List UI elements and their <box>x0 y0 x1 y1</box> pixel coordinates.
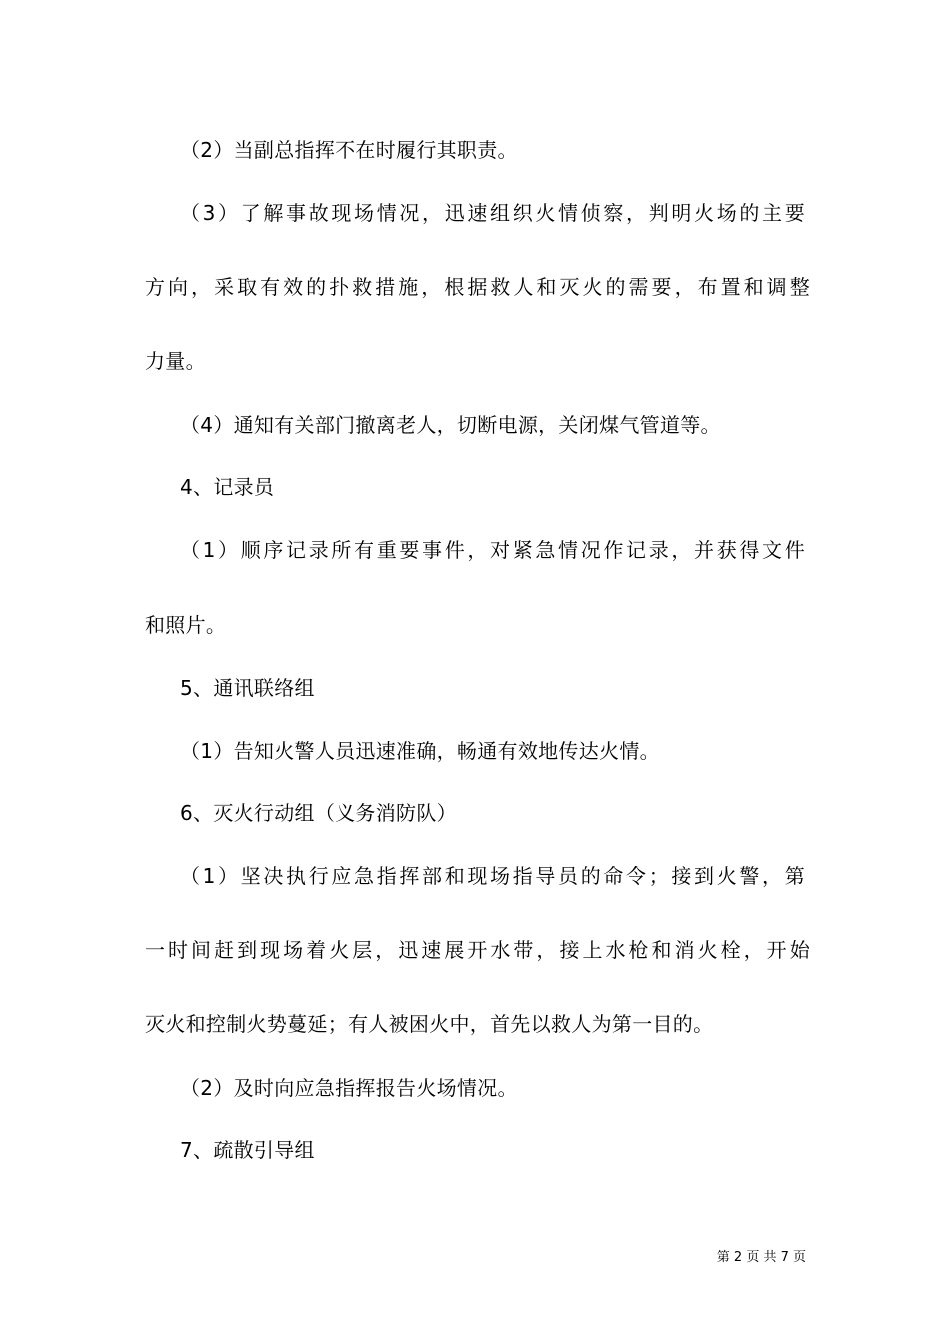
paragraph-line: （2）及时向应急指挥报告火场情况。 <box>180 1076 518 1100</box>
section-heading: 5、通讯联络组 <box>180 676 315 700</box>
paragraph-line: （1）顺序记录所有重要事件，对紧急情况作记录，并获得文件 <box>180 538 805 562</box>
paragraph-line: 灭火和控制火势蔓延；有人被困火中，首先以救人为第一目的。 <box>145 1012 714 1036</box>
page-number: 第 2 页 共 7 页 <box>716 1250 806 1265</box>
paragraph-line: 一时间赶到现场着火层，迅速展开水带，接上水枪和消火栓，开始 <box>145 938 810 962</box>
paragraph-line: （3）了解事故现场情况，迅速组织火情侦察，判明火场的主要 <box>180 201 805 225</box>
paragraph-line: （4）通知有关部门撤离老人，切断电源，关闭煤气管道等。 <box>180 413 721 437</box>
section-heading: 6、灭火行动组（义务消防队） <box>180 801 457 825</box>
paragraph-line: （1）坚决执行应急指挥部和现场指导员的命令；接到火警，第 <box>180 864 805 888</box>
paragraph-line: （1）告知火警人员迅速准确，畅通有效地传达火情。 <box>180 739 660 763</box>
paragraph-line: 和照片。 <box>145 613 227 637</box>
section-heading: 7、疏散引导组 <box>180 1138 315 1162</box>
paragraph-line: 力量。 <box>145 349 206 373</box>
paragraph-line: 方向，采取有效的扑救措施，根据救人和灭火的需要，布置和调整 <box>145 275 810 299</box>
section-heading: 4、记录员 <box>180 475 275 499</box>
paragraph-line: （2）当副总指挥不在时履行其职责。 <box>180 138 518 162</box>
